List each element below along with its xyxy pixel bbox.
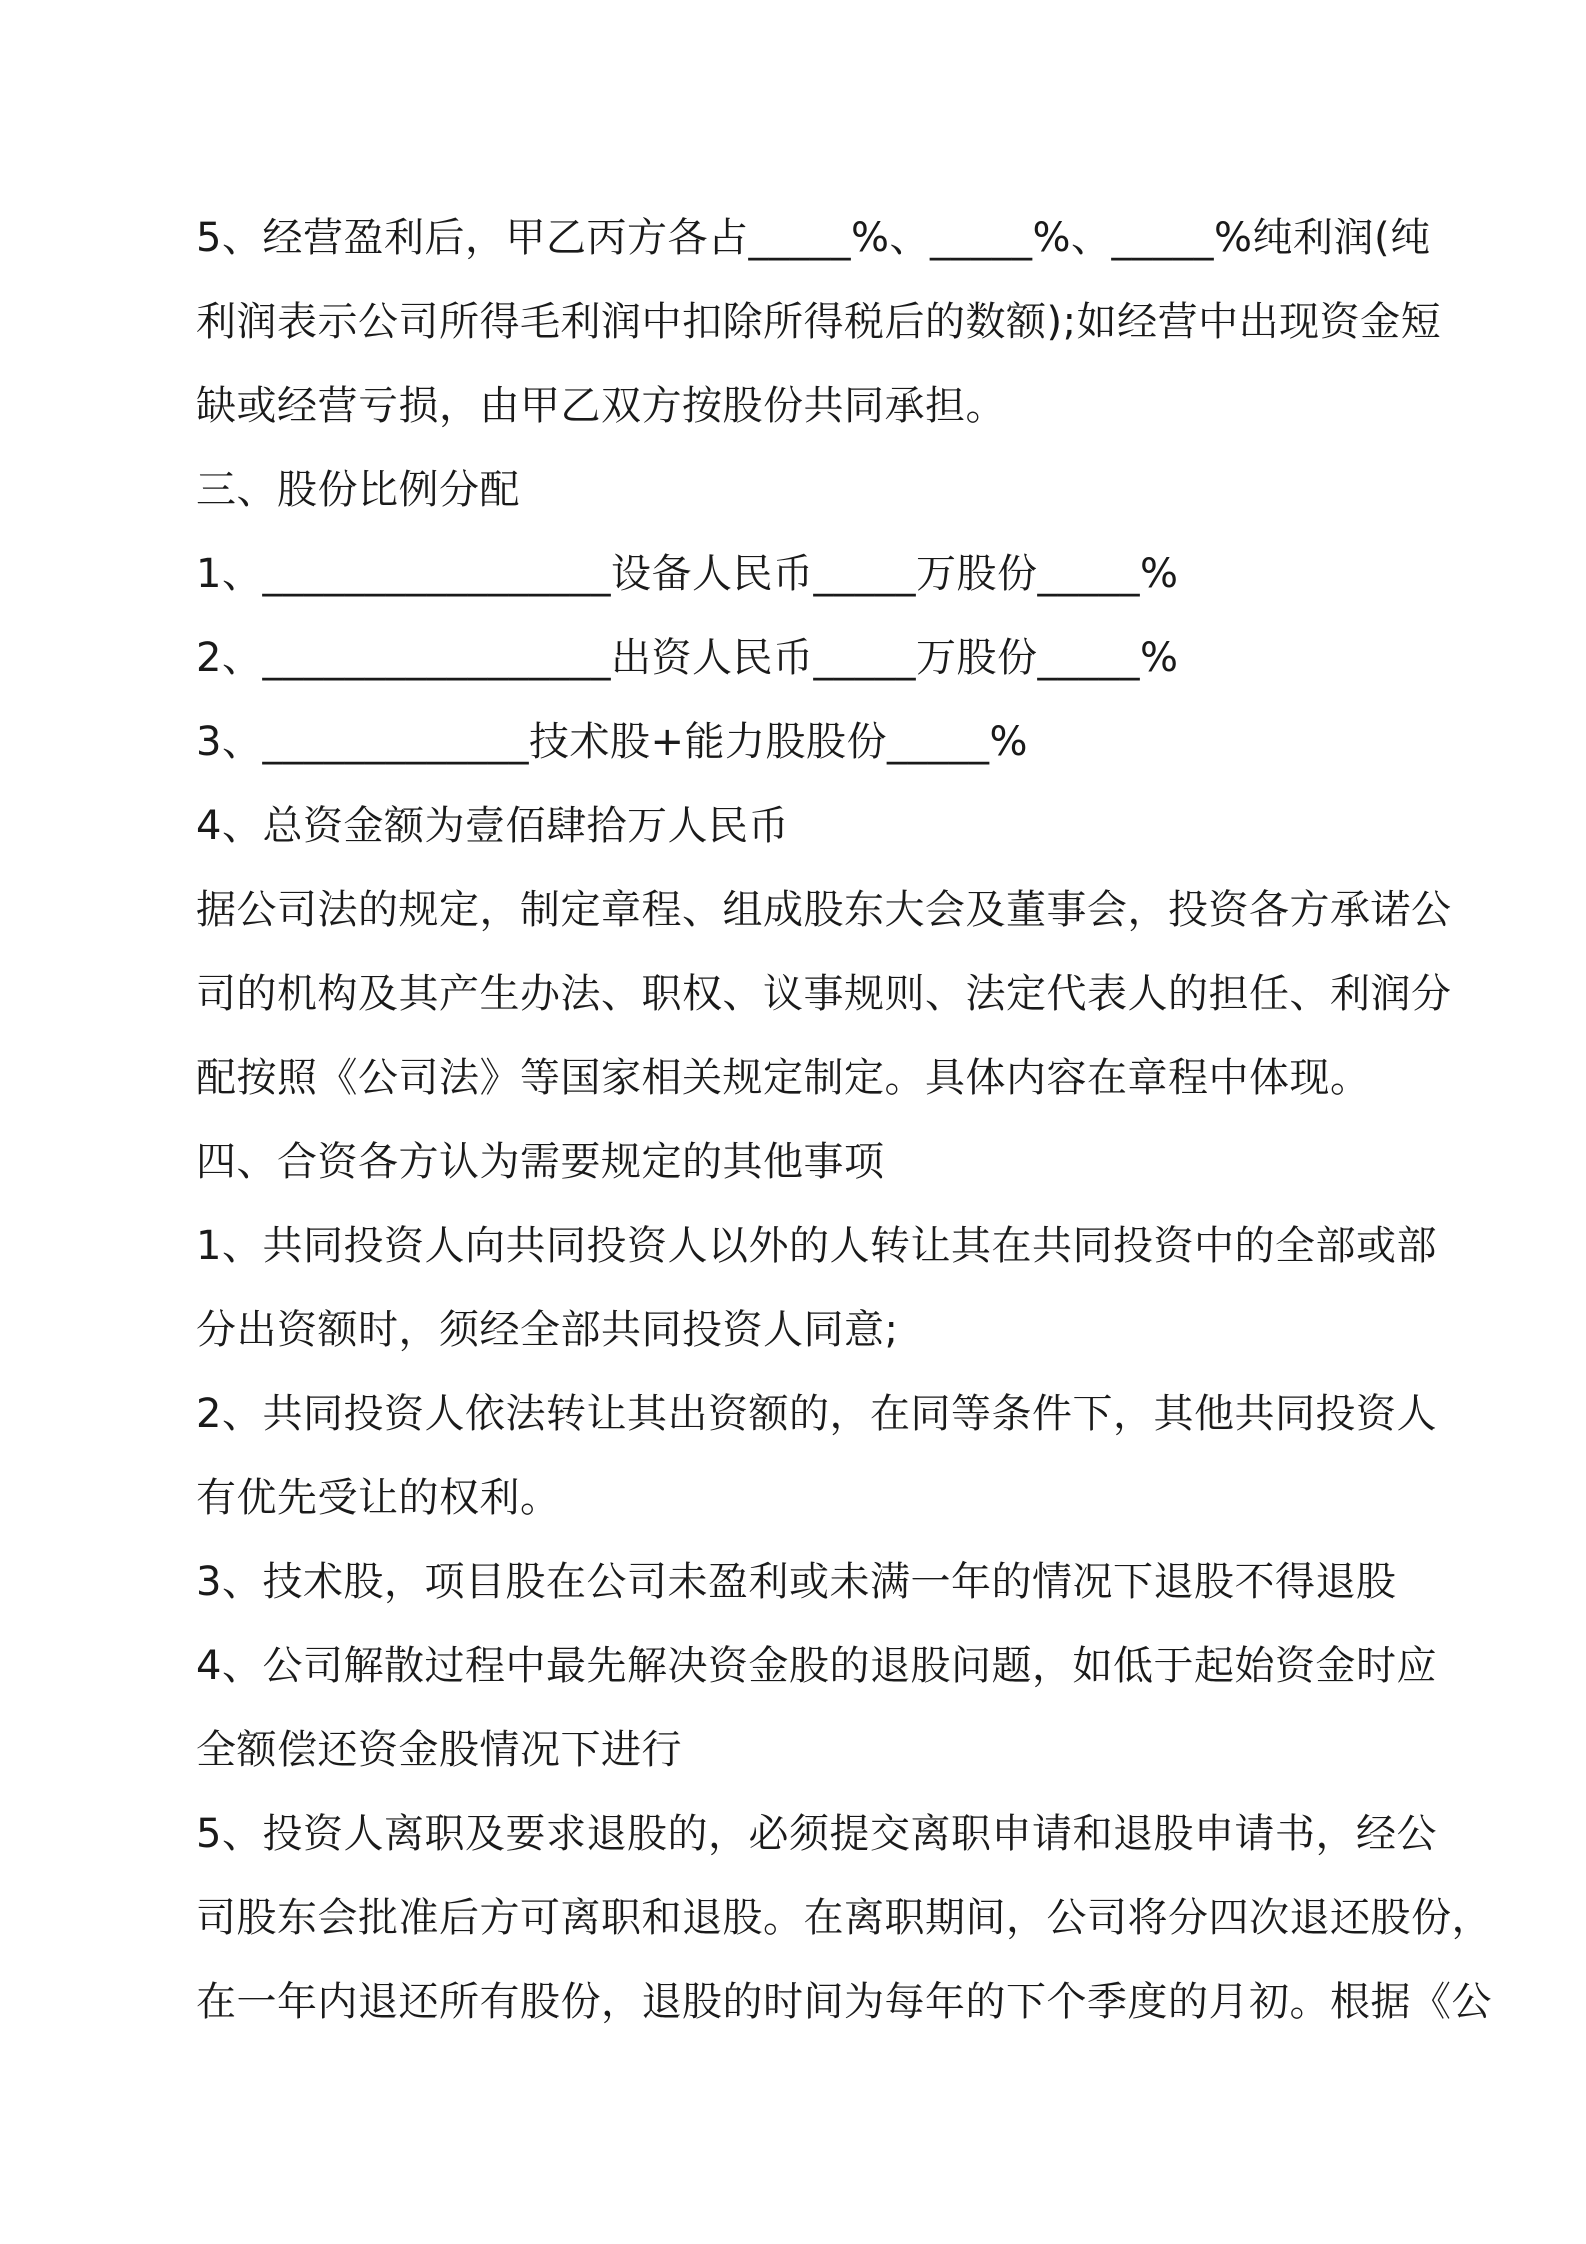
section-4-heading: 四、合资各方认为需要规定的其他事项 — [196, 1139, 885, 1185]
company-law-paragraph-line-3: 配按照《公司法》等国家相关规定制定。具体内容在章程中体现。 — [196, 1055, 1371, 1101]
paragraph-5-profit-line-3: 缺或经营亏损，由甲乙双方按股份共同承担。 — [196, 383, 1006, 429]
other-item-5-line-1: 5、投资人离职及要求退股的，必须提交离职申请和退股申请书，经公 — [196, 1811, 1437, 1857]
other-item-1-line-2: 分出资额时，须经全部共同投资人同意; — [196, 1307, 899, 1353]
other-item-5-line-3: 在一年内退还所有股份，退股的时间为每年的下个季度的月初。根据《公 — [196, 1979, 1492, 2025]
paragraph-5-profit-line-2: 利润表示公司所得毛利润中扣除所得税后的数额);如经营中出现资金短 — [196, 299, 1442, 345]
company-law-paragraph-line-2: 司的机构及其产生办法、职权、议事规则、法定代表人的担任、利润分 — [196, 971, 1452, 1017]
paragraph-5-profit-line-1: 5、经营盈利后，甲乙丙方各占_____%、_____%、_____%纯利润(纯 — [196, 215, 1431, 261]
other-item-1-line-1: 1、共同投资人向共同投资人以外的人转让其在共同投资中的全部或部 — [196, 1223, 1437, 1269]
other-item-2-line-1: 2、共同投资人依法转让其出资额的，在同等条件下，其他共同投资人 — [196, 1391, 1437, 1437]
share-item-2: 2、_________________出资人民币_____万股份_____% — [196, 635, 1179, 681]
section-3-heading: 三、股份比例分配 — [196, 467, 520, 513]
other-item-3: 3、技术股，项目股在公司未盈利或未满一年的情况下退股不得退股 — [196, 1559, 1397, 1605]
document-body — [196, 196, 1492, 2044]
share-item-3: 3、_____________技术股+能力股股份_____% — [196, 719, 1028, 765]
other-item-5-line-2: 司股东会批准后方可离职和退股。在离职期间，公司将分四次退还股份， — [196, 1895, 1492, 1941]
other-item-4-line-2: 全额偿还资金股情况下进行 — [196, 1727, 682, 1773]
share-item-1: 1、_________________设备人民币_____万股份_____% — [196, 551, 1179, 597]
other-item-4-line-1: 4、公司解散过程中最先解决资金股的退股问题，如低于起始资金时应 — [196, 1643, 1437, 1689]
company-law-paragraph-line-1: 据公司法的规定，制定章程、组成股东大会及董事会，投资各方承诺公 — [196, 887, 1452, 933]
share-item-4: 4、总资金额为壹佰肆拾万人民币 — [196, 803, 789, 849]
other-item-2-line-2: 有优先受让的权利。 — [196, 1475, 561, 1521]
